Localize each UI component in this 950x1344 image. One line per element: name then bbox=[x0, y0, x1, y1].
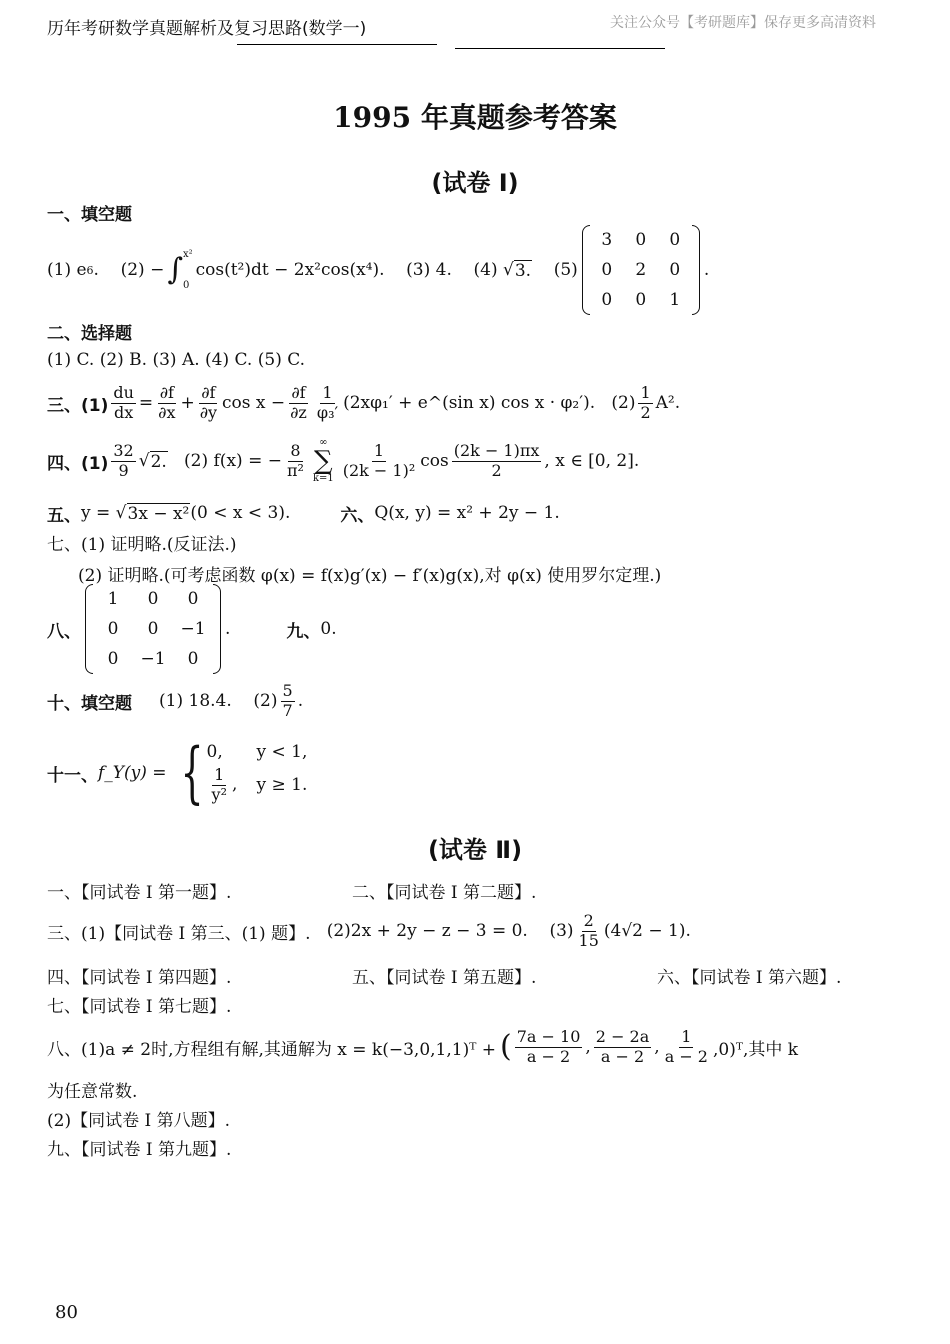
p2-line-4: 四、【同试卷 Ⅰ 第四题】. bbox=[47, 967, 232, 988]
section-heading: 一、填空题 bbox=[47, 205, 132, 225]
p2-line-8-cont: 为任意常数. bbox=[47, 1081, 138, 1102]
answer-line-11: 十一、 f_Y(y) = { 0, y < 1, $\frac{1}{\text{y²}}$ , y ≥ 1. bbox=[47, 733, 347, 813]
answer-line-8: 八、 1 0 0 0 0 −1 0 −1 0 . 九、 0. bbox=[47, 588, 337, 670]
answer-text: (5) bbox=[553, 260, 578, 280]
answer-text: (1) e bbox=[47, 260, 87, 280]
answer-text: (2) − bbox=[120, 260, 165, 280]
integral: ∫ x² 0 bbox=[167, 249, 193, 291]
answer-text: cos(t²)dt − 2x²cos(x⁴). bbox=[195, 260, 385, 280]
answer-line-7b: (2) 证明略.(可考虑函数 φ(x) = f(x)g′(x) − f′(x)g(x),对 φ(x) 使用罗尔定理.) bbox=[78, 565, 662, 586]
matrix: 3 0 0 0 2 0 0 0 1 bbox=[582, 225, 700, 315]
header-rule bbox=[237, 44, 437, 45]
answer-text: (4) bbox=[473, 260, 498, 280]
watermark: 关注公众号【考研题库】保存更多高清资料 bbox=[610, 15, 876, 31]
answer-line-5: 五、 y = √ 3x − x² (0 < x < 3). 六、 Q(x, y) = x² + 2y − 1. bbox=[47, 503, 560, 526]
answer-line-7: 七、(1) 证明略.(反证法.) bbox=[47, 534, 237, 555]
section-heading: 二、选择题 bbox=[47, 324, 132, 344]
answer-line-3: 三、(1) $\frac{du}{dx}$ = $\frac{\partial f}{\partial x}$ + $\frac{\partial f}{\partial y}$ cos x − $\frac{\partial f}{\partial z}$ $\frac{1}{\text{φ₃′}}$ (2xφ₁′ + e^(sin x) cos x · φ₂′). (2) $\frac{1}{2}$ A². bbox=[47, 383, 681, 422]
answer-line-2: (1) C. (2) B. (3) A. (4) C. (5) C. bbox=[47, 350, 306, 370]
answer-line-1: (1) e 6 . (2) − ∫ x² 0 cos(t²)dt − 2x²cos(x⁴). (3) 4. (4) √ 3. (5) 3 0 0 0 2 0 0 0 1 . bbox=[47, 230, 709, 310]
p2-line-6: 六、【同试卷 Ⅰ 第六题】. bbox=[657, 967, 842, 988]
book-title: 历年考研数学真题解析及复习思路(数学一) bbox=[47, 19, 367, 39]
paper-1-title: (试卷 Ⅰ) bbox=[431, 169, 519, 197]
sqrt-expr: 3. bbox=[514, 260, 532, 281]
p2-line-7: 七、【同试卷 Ⅰ 第七题】. bbox=[47, 996, 232, 1017]
p2-line-1: 一、【同试卷 Ⅰ 第一题】. bbox=[47, 882, 232, 903]
piecewise: { 0, y < 1, $\frac{1}{\text{y²}}$ , y ≥ 1. bbox=[179, 734, 308, 811]
p2-line-9: 九、【同试卷 Ⅰ 第九题】. bbox=[47, 1139, 232, 1160]
p2-line-3: 三、(1)【同试卷 Ⅰ 第三、(1) 题】. (2)2x + 2y − z − 3 = 0. (3) $\frac{2}{15}$ (4√2 − 1). bbox=[47, 911, 691, 950]
p2-line-8: 八、(1)a ≠ 2时,方程组有解,其通解为 x = k(−3,0,1,1)ᵀ + ( $\frac{7a - 10}{a - 2}$ , $\frac{2 - 2a}{a - 2}$ , $\frac{1}{a - 2}$ ,0)ᵀ,其中 k bbox=[47, 1027, 799, 1066]
p2-line-5: 五、【同试卷 Ⅰ 第五题】. bbox=[352, 967, 537, 988]
answer-text: 6 bbox=[86, 263, 94, 277]
paper-2-title: (试卷 Ⅱ) bbox=[427, 836, 523, 864]
sum-symbol: ∞ ∑ k=1 bbox=[312, 437, 334, 484]
p2-line-8b: (2)【同试卷 Ⅰ 第八题】. bbox=[47, 1110, 231, 1131]
p2-line-1b: 二、【同试卷 Ⅰ 第二题】. bbox=[352, 882, 537, 903]
page-title: 1995 年真题参考答案 bbox=[333, 101, 617, 134]
answer-text: (3) 4. bbox=[406, 260, 452, 280]
matrix: 1 0 0 0 0 −1 0 −1 0 bbox=[85, 584, 221, 674]
answer-line-10: 十、填空题 (1) 18.4. (2) $\frac{5}{7}$ . bbox=[47, 681, 304, 720]
page-number: 80 bbox=[55, 1302, 78, 1323]
header-rule bbox=[455, 48, 665, 49]
answer-line-4: 四、(1) $\frac{32}{9}$ √ 2. (2) f(x) = − $\frac{8}{\text{π²}}$ ∞ ∑ k=1 $\frac{1}{\text{(2k − 1)²}}$ cos $\frac{(2k - 1)\pi x}{2}$ , x ∈ [0, 2]. bbox=[47, 437, 640, 484]
